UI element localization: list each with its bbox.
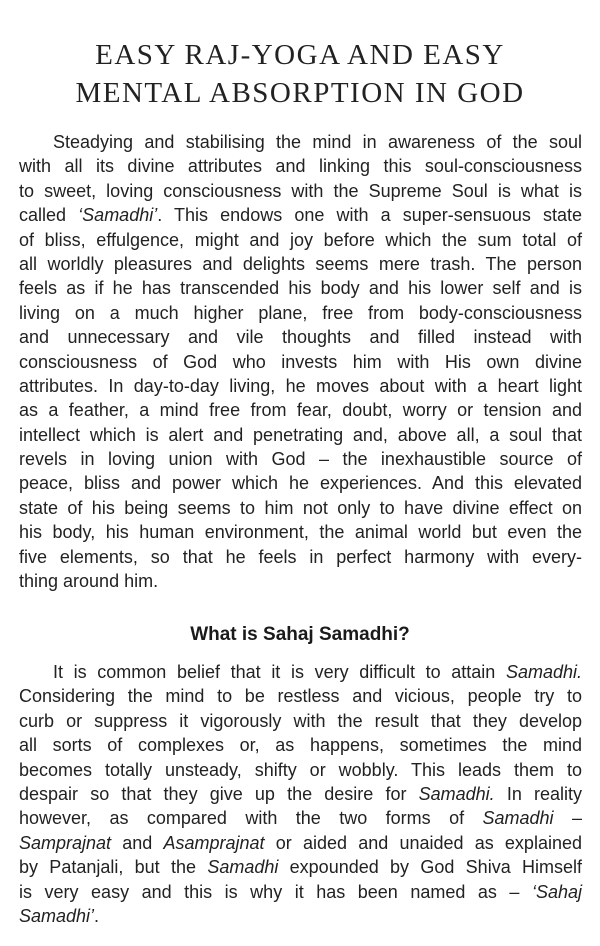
text-run: – xyxy=(553,808,582,829)
text-line xyxy=(19,203,582,227)
text-line: intellect which is alert and penetrating and, above all, a soul that xyxy=(19,424,582,445)
italic-term: Samadhi xyxy=(482,808,554,829)
chapter-title xyxy=(0,36,600,112)
text-line xyxy=(19,831,582,855)
text-line: all sorts of complexes or, as happens, sometimes the mind xyxy=(19,735,582,756)
italic-term: Samadhi xyxy=(207,857,279,878)
text-line: five elements, so that he feels in perfect harmony with every- xyxy=(19,546,582,567)
text-line: living on a much higher plane, free from body-consciousness xyxy=(19,302,582,323)
text-run: . This endows one with a super-sensuous state xyxy=(157,205,583,226)
text-line: thing around him. xyxy=(19,571,159,592)
text-run: is very easy and this is why it has been named as – xyxy=(19,881,532,902)
text-run: In reality xyxy=(494,783,582,804)
text-run: called xyxy=(19,205,79,226)
text-line xyxy=(19,806,582,830)
italic-term: Samprajnat xyxy=(19,832,112,853)
chapter-title-line-2: MENTAL ABSORPTION IN GOD xyxy=(75,77,525,109)
text-line: revels in loving union with God – the inexhaustible source of xyxy=(19,449,582,470)
text-run: expounded by God Shiva Himself xyxy=(278,857,583,878)
body-paragraph-2 xyxy=(19,660,582,928)
text-run: or aided and unaided as explained xyxy=(264,832,582,853)
text-line: curb or suppress it vigorously with the result that they develop xyxy=(19,710,582,731)
chapter-title-line-1: EASY RAJ-YOGA AND EASY xyxy=(95,39,505,71)
italic-term: Samadhi. xyxy=(505,662,582,682)
text-line: attributes. In day-to-day living, he moves about with a heart light xyxy=(19,375,582,396)
text-run: and xyxy=(111,832,164,853)
text-line: his body, his human environment, the animal world but even the xyxy=(19,522,582,543)
text-line xyxy=(19,660,582,684)
text-line: becomes totally unsteady, shifty or wobbly. This leads them to xyxy=(19,759,582,780)
text-line: state of his being seems to him not only to have divine effect on xyxy=(19,497,582,518)
text-line xyxy=(19,782,582,806)
text-line xyxy=(19,855,582,879)
text-line: as a feather, a mind free from fear, doubt, worry or tension and xyxy=(19,400,582,421)
italic-term: Asamprajnat xyxy=(163,832,265,853)
section-heading: What is Sahaj Samadhi? xyxy=(190,624,410,645)
text-line xyxy=(19,880,582,904)
text-line: with all its divine attributes and linking this soul-consciousness xyxy=(19,156,582,177)
italic-term: Samadhi’ xyxy=(19,905,95,926)
text-run: by Patanjali, but the xyxy=(19,857,208,878)
text-line: to sweet, loving consciousness with the Supreme Soul is what is xyxy=(19,180,582,201)
text-run: however, as compared with the two forms of xyxy=(19,808,483,829)
italic-term: ‘Samadhi’ xyxy=(78,205,158,226)
text-run: . xyxy=(94,905,100,926)
body-paragraph-1 xyxy=(19,130,582,593)
text-line: consciousness of God who invests him with His own divine xyxy=(19,351,582,372)
text-line: and unnecessary and vile thoughts and filled instead with xyxy=(19,327,582,348)
text-line: peace, bliss and power which he experiences. And this elevated xyxy=(19,473,582,494)
text-line: all worldly pleasures and delights seems mere trash. The person xyxy=(19,253,582,274)
text-line: Steadying and stabilising the mind in awareness of the soul xyxy=(53,132,582,152)
text-line: Considering the mind to be restless and vicious, people try to xyxy=(19,686,582,707)
text-line xyxy=(19,904,582,928)
italic-term: Samadhi. xyxy=(418,783,495,804)
italic-term: ‘Sahaj xyxy=(531,881,582,902)
text-line: of bliss, effulgence, might and joy before which the sum total of xyxy=(19,229,582,250)
text-run: despair so that they give up the desire for xyxy=(19,783,419,804)
text-line: feels as if he has transcended his body and his lower self and is xyxy=(19,278,582,299)
text-run: It is common belief that it is very difficult to attain xyxy=(53,662,506,682)
